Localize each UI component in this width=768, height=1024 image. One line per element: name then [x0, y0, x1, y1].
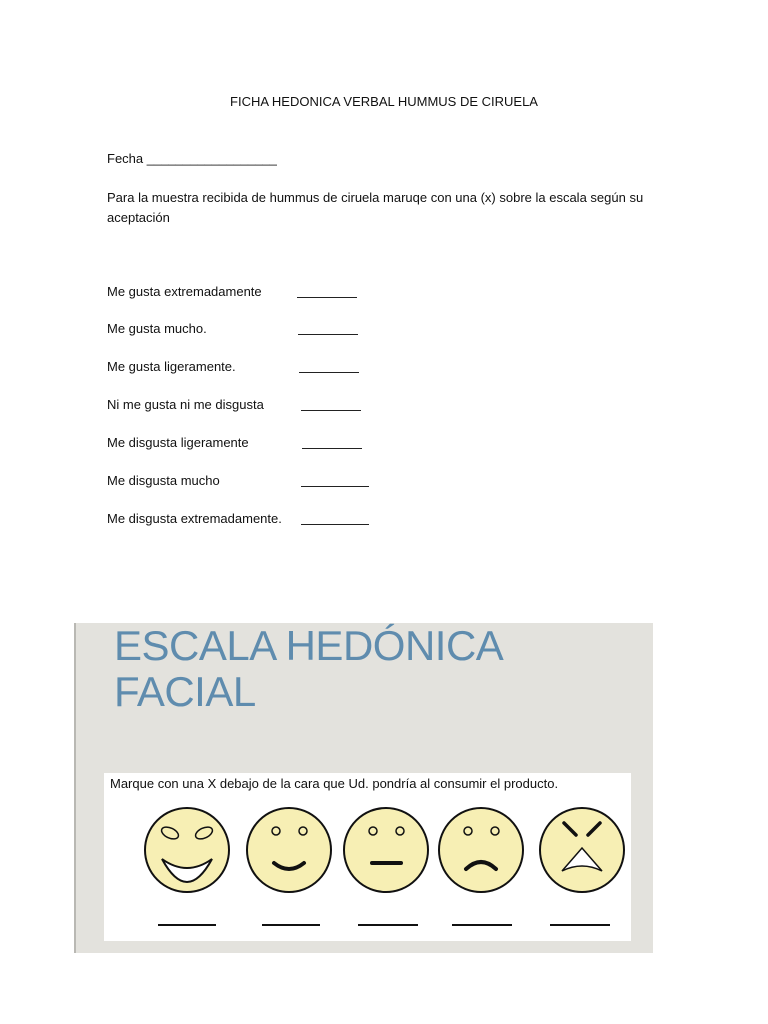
sad-face-icon[interactable] [439, 808, 523, 892]
answer-blank[interactable] [301, 524, 369, 525]
scale-option-row [107, 511, 282, 529]
scale-option-label: Me disgusta ligeramente [107, 435, 249, 450]
scale-option-row [107, 397, 264, 415]
very-sad-face-icon[interactable] [540, 808, 624, 892]
answer-blank[interactable] [302, 448, 362, 449]
answer-blank[interactable] [301, 410, 361, 411]
facial-scale-title [114, 623, 594, 715]
scale-option-label: Me gusta ligeramente. [107, 359, 236, 374]
facial-scale-title-line1: ESCALA HEDÓNICA [114, 623, 504, 669]
answer-blank[interactable] [301, 486, 369, 487]
fecha-field[interactable]: Fecha __________________ [107, 151, 277, 166]
document-title: FICHA HEDONICA VERBAL HUMMUS DE CIRUELA [230, 94, 538, 109]
facial-scale-panel [74, 623, 653, 953]
facial-scale-card [104, 773, 631, 941]
scale-option-label: Ni me gusta ni me disgusta [107, 397, 264, 412]
neutral-face-icon[interactable] [344, 808, 428, 892]
scale-option-label: Me disgusta extremadamente. [107, 511, 282, 526]
happy-face-icon[interactable] [247, 808, 331, 892]
very-happy-face-icon[interactable] [145, 808, 229, 892]
scale-option-row [107, 284, 262, 302]
scale-option-row [107, 359, 236, 377]
facial-scale-instruction: Marque con una X debajo de la cara que Ud. pondría al consumir el producto. [110, 776, 559, 791]
scale-option-label: Me gusta extremadamente [107, 284, 262, 299]
scale-option-label: Me gusta mucho. [107, 321, 207, 336]
scale-option-row [107, 435, 249, 453]
scale-option-row [107, 473, 220, 491]
answer-blank[interactable] [298, 334, 358, 335]
facial-scale-title-line2: FACIAL [114, 668, 256, 715]
answer-blank[interactable] [297, 297, 357, 298]
scale-option-label: Me disgusta mucho [107, 473, 220, 488]
scale-option-row [107, 321, 207, 339]
instructions-text: Para la muestra recibida de hummus de ciruela maruqe con una (x) sobre la escala según su aceptación [107, 190, 644, 225]
answer-blank[interactable] [299, 372, 359, 373]
faces-row [104, 773, 631, 941]
